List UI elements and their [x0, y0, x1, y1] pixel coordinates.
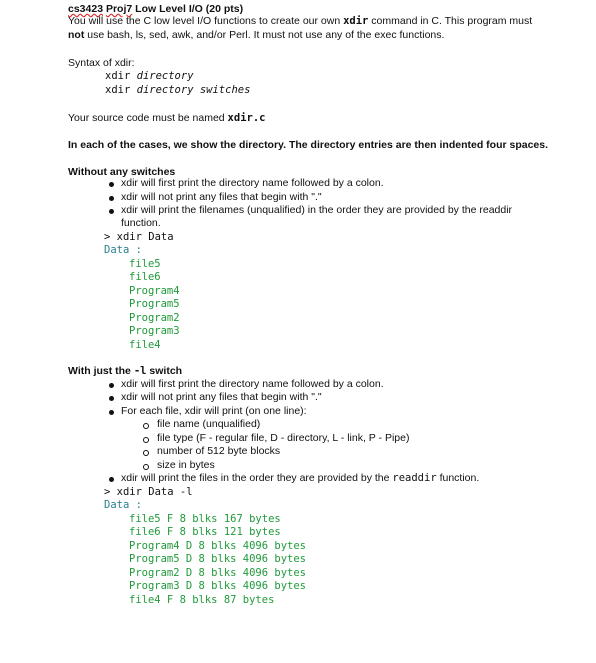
bullet-icon	[109, 477, 114, 482]
bullet-icon	[109, 209, 114, 214]
intro-line-2	[68, 29, 444, 43]
section2-sub-bullet: file type (F - regular file, D - directory, L - link, P - Pipe)	[157, 432, 410, 444]
section2-entry: file4 F 8 blks 87 bytes	[129, 594, 275, 606]
bullet-icon	[109, 182, 114, 187]
syntax-line-2	[105, 84, 250, 98]
section1-bullet-3: xdir will print the filenames (unqualified) in the order they are provided by the readdir	[121, 204, 513, 216]
section2-heading-b: switch	[146, 365, 183, 377]
intro-text-b: command in C. This program must	[368, 15, 533, 27]
section2-bullet-1: xdir will first print the directory name followed by a colon.	[121, 378, 384, 390]
source-text: Your source code must be named	[68, 112, 228, 124]
syntax-cmd-2: xdir	[105, 84, 131, 96]
section2-bullet-3: For each file, xdir will print (on one line):	[121, 405, 307, 417]
intro-code: xdir	[343, 15, 369, 27]
source-file: xdir.c	[227, 112, 266, 124]
section1-dir-label: Data :	[104, 244, 142, 256]
syntax-line-1	[105, 70, 194, 84]
section2-heading	[68, 365, 182, 379]
syntax-label: Syntax of xdir:	[68, 57, 135, 69]
section1-entry: Program2	[129, 312, 180, 324]
sub-bullet-icon	[143, 437, 149, 443]
section1-heading: Without any switches	[68, 166, 176, 178]
bullet-icon	[109, 383, 114, 388]
intro-not: not	[68, 29, 85, 41]
syntax-arg-2: directory switches	[136, 84, 251, 96]
prompt-symbol: >	[104, 486, 111, 498]
section2-sub-bullet: file name (unqualified)	[157, 418, 261, 430]
section1-command-line	[104, 231, 174, 245]
section2-bullet-4	[121, 472, 479, 486]
sub-bullet-icon	[143, 423, 149, 429]
section1-entry: Program4	[129, 285, 180, 297]
syntax-arg-1: directory	[136, 70, 194, 82]
directory-note: In each of the cases, we show the directory. The directory entries are then indented four spaces.	[68, 139, 549, 151]
section2-entry: Program5 D 8 blks 4096 bytes	[129, 553, 307, 565]
section2-entry: file5 F 8 blks 167 bytes	[129, 513, 281, 525]
section1-entry: Program3	[129, 325, 180, 337]
bullet-icon	[109, 396, 114, 401]
syntax-cmd-1: xdir	[105, 70, 131, 82]
section1-entry: file6	[129, 271, 161, 283]
section2-command: xdir Data -l	[116, 486, 193, 498]
section1-command: xdir Data	[116, 231, 174, 243]
section2-bullet-4-code: readdir	[392, 472, 437, 484]
project-name: Proj7	[105, 3, 133, 15]
title-rest: Low Level I/O (20 pts)	[135, 3, 244, 15]
prompt-symbol: >	[104, 231, 111, 243]
section2-bullet-4-b: function.	[436, 472, 480, 484]
section1-bullet-1: xdir will first print the directory name followed by a colon.	[121, 177, 384, 189]
section2-dir-label: Data :	[104, 499, 142, 511]
bullet-icon	[109, 410, 114, 415]
section2-sub-bullet: number of 512 byte blocks	[157, 445, 281, 457]
section1-entry: Program5	[129, 298, 180, 310]
sub-bullet-icon	[143, 450, 149, 456]
section2-entry: Program2 D 8 blks 4096 bytes	[129, 567, 307, 579]
section2-command-line	[104, 486, 193, 500]
section2-entry: Program4 D 8 blks 4096 bytes	[129, 540, 307, 552]
section2-heading-a: With just the	[68, 365, 134, 377]
section1-bullet-3-cont: function.	[121, 217, 161, 229]
section2-bullet-4-a: xdir will print the files in the order they are provided by the	[121, 472, 393, 484]
section1-entry: file4	[129, 339, 161, 351]
bullet-icon	[109, 196, 114, 201]
section2-entry: file6 F 8 blks 121 bytes	[129, 526, 281, 538]
section1-bullet-2: xdir will not print any files that begin with "."	[121, 191, 322, 203]
section1-entry: file5	[129, 258, 161, 270]
source-name-line	[68, 112, 265, 126]
course-code: cs3423	[68, 3, 104, 15]
intro-text-a: You will use the C low level I/O functions to create our own	[68, 15, 344, 27]
intro-text-c: use bash, ls, sed, awk, and/or Perl. It must not use any of the exec functions.	[84, 29, 445, 41]
section2-bullet-2: xdir will not print any files that begin with "."	[121, 391, 322, 403]
section2-sub-bullet: size in bytes	[157, 459, 215, 471]
intro-line-1	[68, 15, 532, 29]
section2-entry: Program3 D 8 blks 4096 bytes	[129, 580, 307, 592]
section2-heading-code: -l	[133, 365, 147, 377]
sub-bullet-icon	[143, 464, 149, 470]
